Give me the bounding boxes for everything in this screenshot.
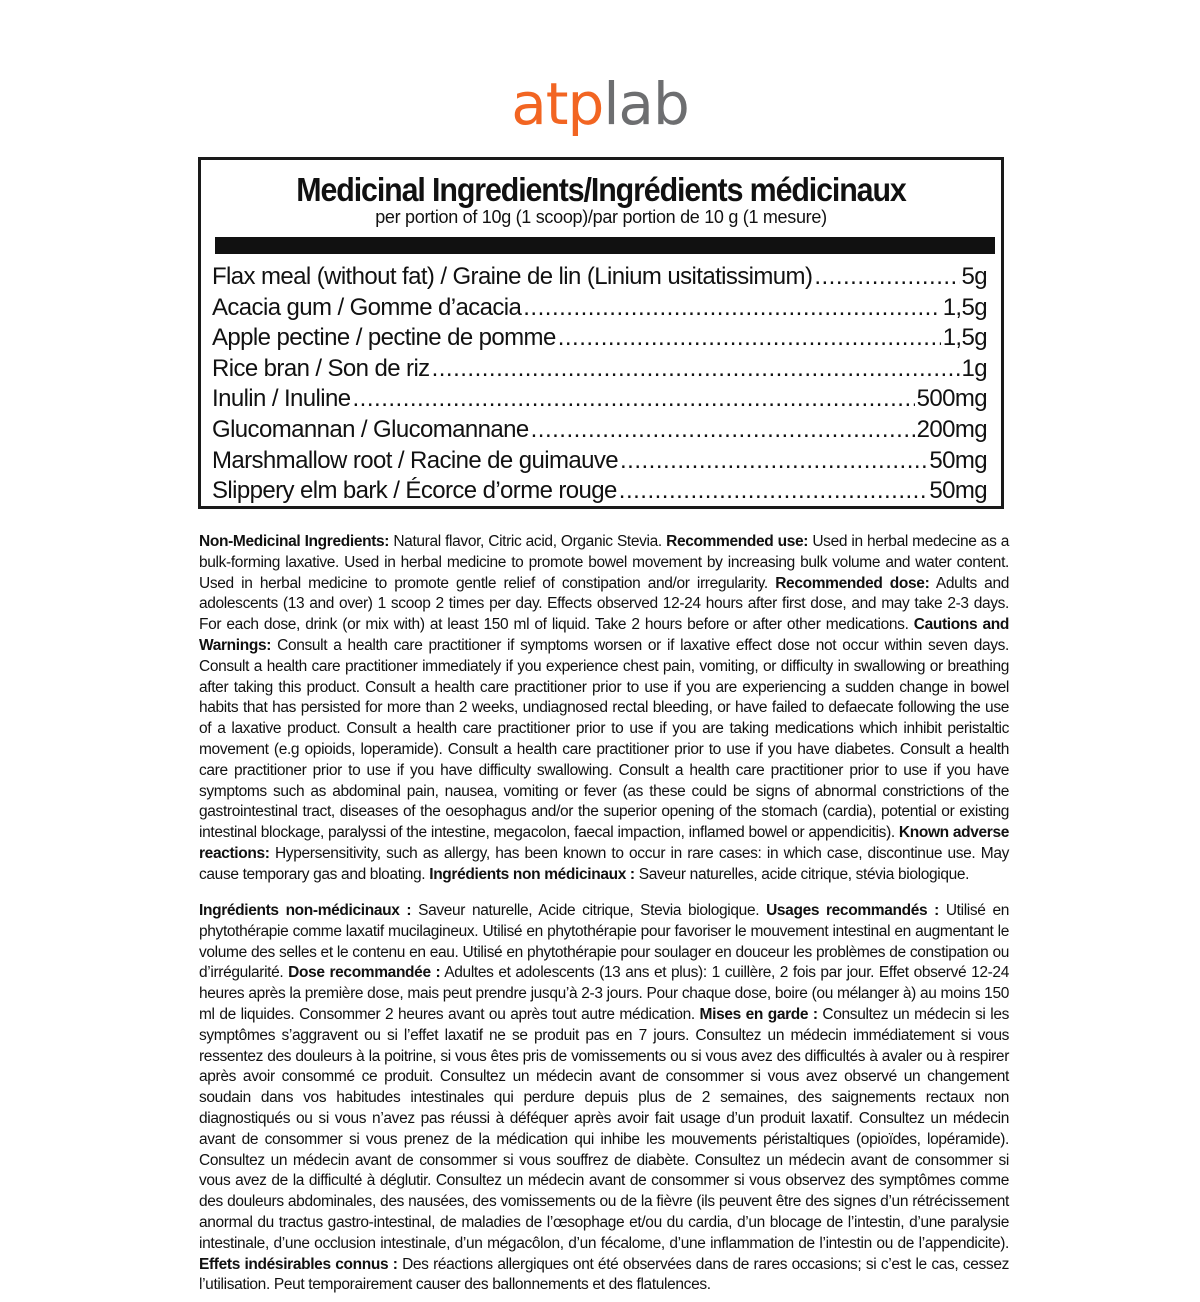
- ingredients-non-medicinaux-text: Saveur naturelles, acide citrique, stévia biologique.: [634, 865, 970, 883]
- dot-leader: [558, 323, 941, 353]
- ingredient-name: Slippery elm bark / Écorce d’orme rouge: [212, 477, 617, 505]
- ingredients-non-medicinaux-heading: Ingrédients non médicinaux :: [429, 865, 635, 883]
- brand-logo: [0, 72, 1200, 136]
- logo-lab: lab: [603, 70, 689, 138]
- ingredient-name: Flax meal (without fat) / Graine de lin (Linium usitatissimum): [212, 263, 813, 290]
- non-medicinal-ingredients-text: Natural flavor, Citric acid, Organic Stevia.: [389, 533, 667, 550]
- adverse-reactions-text: Hypersensitivity, such as allergy, has been known to occur in rare cases: in which case, discontinue use. May cause temporary gas and bloating.: [199, 844, 1009, 883]
- dot-leader: [619, 476, 928, 506]
- logo-atp: atp: [511, 70, 604, 138]
- adverse-reactions-heading: Known adverse reactions:: [199, 824, 1009, 862]
- ingredient-amount: 500mg: [916, 385, 987, 413]
- dot-leader: [814, 262, 959, 292]
- english-label-text: [199, 532, 1009, 886]
- french-label-text: [199, 901, 1009, 1296]
- ingredient-amount: 1g: [961, 354, 987, 382]
- ingredient-amount: 1,5g: [942, 324, 987, 352]
- cautions-text: Consult a health care practitioner if symptoms worsen or if laxative effect dose not occur within seven days. Consult a health care practitioner immediately if you experience chest pain, vomiting, or difficulty in swallowing or breathing after taking this product. Consult a health care practitioner prior to use if you are experiencing a sudden change in bowel habits that has persisted for more than 2 weeks, undiagnosed rectal bleeding, or have failed to defaecate following the use of a laxative product. Consult a health care practitioner prior to use if you are taking medications which inhibit peristaltic movement (e.g opioids, loperamide). Consult a health care practitioner prior to use if you have diabetes. Consult a health care practitioner prior to use if you have difficulty swallowing. Consult a health care practitioner prior to use if you have symptoms such as abdominal pain, nausea, vomiting or fever (as these could be signs of abnormal constrictions of the gastrointestinal tract, diseases of the oesophagus and/or the superior opening of the stomach (cardia), potential or existing intestinal blockage, paralyssi of the intestine, megacolon, faecal impaction, inflamed bowel or appendicitis).: [199, 636, 1009, 842]
- recommended-dose-text: Adults and adolescents (13 and over) 1 scoop 2 times per day. Effects observed 12-24 hours after first dose, and may take 2-3 days. For each dose, drink (or mix with) at least 150 ml of liquid. Take 2 hours before or after other medications.: [199, 574, 1009, 634]
- ingredient-row: [212, 384, 987, 415]
- dot-leader: [531, 415, 915, 445]
- effets-indesirables-text: Des réactions allergiques ont été observées dans de rares occasions; si c’est le cas, cessez l’utilisation. Peut temporairement causer des ballonnements et des flatulences.: [199, 1255, 1009, 1294]
- cautions-heading: Cautions and Warnings:: [199, 616, 1009, 654]
- recommended-use-text: Used in herbal medecine as a bulk-forming laxative. Used in herbal medicine to promote bowel movement by increasing bulk volume and water content. Used in herbal medicine to promote gentle relief of constipation and/or irregularity.: [199, 533, 1009, 592]
- ingredient-row: [212, 354, 987, 385]
- ingredient-amount: 50mg: [929, 477, 987, 505]
- ingredient-name: Acacia gum / Gomme d’acacia: [212, 293, 522, 321]
- ingredient-name: Marshmallow root / Racine de guimauve: [212, 446, 618, 474]
- ingredient-amount: 200mg: [916, 415, 987, 443]
- dot-leader: [620, 446, 927, 476]
- recommended-use-heading: Recommended use:: [666, 533, 809, 550]
- panel-title: Medicinal Ingredients/Ingrédients médicinaux: [296, 171, 906, 208]
- ingredients-non-medicinaux-text: Saveur naturelle, Acide citrique, Stevia biologique.: [411, 902, 767, 919]
- ingredient-amount: 50mg: [929, 446, 987, 474]
- non-medicinal-ingredients-heading: Non-Medicinal Ingredients:: [199, 533, 390, 550]
- ingredient-row: [212, 415, 987, 446]
- ingredient-row: [212, 293, 987, 324]
- usages-recommandes-text: Utilisé en phytothérapie comme laxatif mucilagineux. Utilisé en phytothérapie pour favoriser le mouvement intestinal en augmentant le volume des selles et le contenu en eau. Utilisé en phytothérapie pour soulager en douceur les problèmes de constipation ou d’irrégularité.: [199, 902, 1009, 982]
- ingredient-name: Rice bran / Son de riz: [212, 354, 430, 382]
- dot-leader: [353, 384, 915, 414]
- recommended-dose-heading: Recommended dose:: [775, 574, 930, 592]
- ingredient-name: Glucomannan / Glucomannane: [212, 415, 529, 443]
- ingredient-amount: 5g: [961, 263, 987, 290]
- effets-indesirables-heading: Effets indésirables connus :: [199, 1255, 398, 1273]
- dot-leader: [523, 293, 940, 323]
- ingredient-row: [212, 446, 987, 477]
- dose-recommandee-text: Adultes et adolescents (13 ans et plus): 1 cuillère, 2 fois par jour. Effet observé 12-24 heures après la première dose, mais peut prendre jusqu’à 2-3 jours. Pour chaque dose, boire (ou mélanger à) au moins 150 ml de liquides. Consommer 2 heures avant ou après tout autre médication.: [199, 964, 1009, 1023]
- ingredient-amount: 1,5g: [942, 293, 987, 321]
- medicinal-ingredients-panel: [198, 157, 1004, 509]
- mises-en-garde-text: Consultez un médecin si les symptômes s’aggravent ou si l’effet laxatif ne se produit pas en 7 jours. Consultez un médecin immédiatement si vous ressentez des douleurs à la poitrine, si vous êtes pris de vomissements ou si vous avez des difficultés à avaler ou à respirer après avoir consommé ce produit. Consultez un médecin avant de consommer si vous avez observé un changement soudain dans vos habitudes intestinales qui perdure depuis plus de 2 semaines, des saignements rectaux non diagnostiqués ou si vous n’avez pas réussi à déféquer après avoir fait usage d’un produit laxatif. Consultez un médecin avant de consommer si vous prenez de la médication qui inhibe les mouvements péristaltiques (opioïdes, lopéramide). Consultez un médecin avant de consommer si vous souffrez de diabète. Consultez un médecin avant de consommer si vous avez de la difficulté à déglutir. Consultez un médecin avant de consommer si vous observez des symptômes comme des douleurs abdominales, des nausées, des vomissements ou de la fièvre (ils peuvent être des signes d’un rétrécissement anormal du tractus gastro-intestinal, de maladies de l’œsophage et/ou du cardia, d’un blocage de l’intestin, d’une paralysie intestinale, d’une occlusion intestinale, d’un mégacôlon, d’un fécalome, d’une inflammation de l’intestin ou de l’appendicite).: [199, 1005, 1010, 1252]
- ingredient-list: [212, 262, 987, 507]
- panel-subtitle: per portion of 10g (1 scoop)/par portion de 10 g (1 mesure): [375, 207, 827, 227]
- dot-leader: [432, 354, 960, 384]
- ingredient-name: Apple pectine / pectine de pomme: [212, 324, 556, 352]
- ingredient-row: [212, 476, 987, 507]
- ingredient-name: Inulin / Inuline: [212, 385, 351, 413]
- usages-recommandes-heading: Usages recommandés :: [766, 902, 939, 919]
- ingredient-row: [212, 323, 987, 354]
- dose-recommandee-heading: Dose recommandée :: [288, 964, 441, 982]
- mises-en-garde-heading: Mises en garde :: [699, 1005, 818, 1023]
- ingredients-non-medicinaux-heading: Ingrédients non-médicinaux :: [199, 902, 412, 919]
- ingredient-row: [212, 262, 987, 293]
- divider-bar: [215, 237, 995, 254]
